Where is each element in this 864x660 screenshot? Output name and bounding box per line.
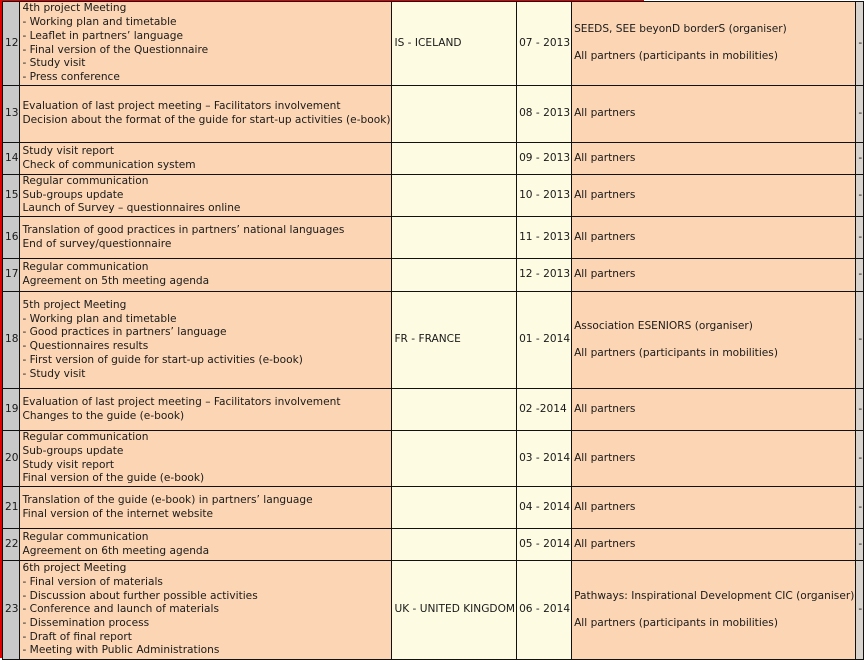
activity-line: - Dissemination process <box>22 616 150 629</box>
partners-line: All partners <box>574 451 636 464</box>
date-cell[interactable]: 03 - 2014 <box>517 431 572 487</box>
partners-cell[interactable] <box>572 389 856 431</box>
activity-line: Final version of the guide (e-book) <box>22 472 205 485</box>
table-row <box>3 175 864 217</box>
row-number-cell[interactable]: 23 <box>3 561 20 660</box>
country-cell[interactable] <box>392 431 517 487</box>
partners-cell[interactable] <box>572 175 856 217</box>
extra-cell[interactable]: - <box>856 175 864 217</box>
activity-line: - Press conference <box>22 70 120 83</box>
partners-spacer <box>574 37 854 51</box>
date-cell[interactable]: 06 - 2014 <box>517 561 572 660</box>
extra-cell[interactable]: - <box>856 217 864 259</box>
partners-line: All partners <box>574 188 636 201</box>
activity-line: - First version of guide for start-up activities (e-book) <box>22 353 303 366</box>
partners-line: All partners (participants in mobilities) <box>574 346 778 359</box>
partners-cell[interactable] <box>572 487 856 529</box>
activity-cell[interactable] <box>20 389 392 431</box>
partners-cell[interactable] <box>572 217 856 259</box>
date-cell[interactable]: 08 - 2013 <box>517 86 572 143</box>
activity-line: - Final version of the Questionnaire <box>22 43 209 56</box>
table-row <box>3 143 864 175</box>
activity-line: - Final version of materials <box>22 575 163 588</box>
activity-line: Regular communication <box>22 175 149 187</box>
country-cell[interactable]: FR - FRANCE <box>392 292 517 389</box>
date-cell[interactable]: 05 - 2014 <box>517 529 572 561</box>
extra-cell[interactable]: - <box>856 431 864 487</box>
row-number-cell[interactable]: 21 <box>3 487 20 529</box>
activity-cell[interactable] <box>20 487 392 529</box>
activity-line: 6th project Meeting <box>22 562 127 575</box>
partners-line: All partners <box>574 107 636 120</box>
activity-cell[interactable] <box>20 259 392 292</box>
activity-cell[interactable] <box>20 529 392 561</box>
partners-line: Pathways: Inspirational Development CIC (organiser) <box>574 589 855 602</box>
activity-line: Decision about the format of the guide for start-up activities (e-book) <box>22 114 391 126</box>
partners-spacer <box>574 603 854 617</box>
row-number-cell[interactable]: 14 <box>3 143 20 175</box>
partners-line: All partners (participants in mobilities) <box>574 50 778 63</box>
row-number-cell[interactable]: 12 <box>3 2 20 86</box>
activity-line: Final version of the internet website <box>22 507 214 520</box>
activity-line: - Working plan and timetable <box>22 16 177 29</box>
country-cell[interactable] <box>392 143 517 175</box>
partners-line: All partners <box>574 402 636 415</box>
country-cell[interactable] <box>392 86 517 143</box>
row-number-cell[interactable]: 20 <box>3 431 20 487</box>
date-cell[interactable]: 07 - 2013 <box>517 2 572 86</box>
activity-line: Translation of the guide (e-book) in partners’ language <box>22 493 313 506</box>
country-cell[interactable] <box>392 529 517 561</box>
activity-line: Sub-groups update <box>22 188 124 201</box>
partners-line: All partners (participants in mobilities) <box>574 616 778 629</box>
partners-line: All partners <box>574 537 636 550</box>
partners-line: SEEDS, SEE beyonD borderS (organiser) <box>574 22 787 35</box>
extra-cell[interactable]: - <box>856 143 864 175</box>
activity-line: End of survey/questionnaire <box>22 237 172 250</box>
activity-line: Sub-groups update <box>22 444 124 457</box>
extra-cell[interactable]: - <box>856 292 864 389</box>
table-row <box>3 431 864 487</box>
row-number-cell[interactable]: 17 <box>3 259 20 292</box>
activity-line: - Study visit <box>22 367 86 380</box>
date-cell[interactable]: 12 - 2013 <box>517 259 572 292</box>
partners-cell[interactable] <box>572 529 856 561</box>
table-row <box>3 2 864 86</box>
row-number-cell[interactable]: 15 <box>3 175 20 217</box>
partners-line: All partners <box>574 230 636 243</box>
country-cell[interactable] <box>392 487 517 529</box>
activity-line: Evaluation of last project meeting – Facilitators involvement <box>22 395 341 408</box>
table-row <box>3 86 864 143</box>
table-row <box>3 487 864 529</box>
activity-line: - Leaflet in partners’ language <box>22 29 184 42</box>
partners-line: Association ESENIORS (organiser) <box>574 319 753 332</box>
activity-cell[interactable] <box>20 561 392 660</box>
date-cell[interactable]: 11 - 2013 <box>517 217 572 259</box>
activity-line: Launch of Survey – questionnaires online <box>22 202 241 215</box>
row-number-cell[interactable]: 13 <box>3 86 20 143</box>
extra-cell[interactable]: - <box>856 2 864 86</box>
date-cell[interactable]: 10 - 2013 <box>517 175 572 217</box>
activity-line: Regular communication <box>22 261 149 274</box>
partners-cell[interactable] <box>572 431 856 487</box>
activity-line: Regular communication <box>22 431 149 444</box>
activity-line: - Good practices in partners’ language <box>22 326 227 339</box>
activity-line: 5th project Meeting <box>22 299 127 311</box>
country-cell[interactable]: IS - ICELAND <box>392 2 517 86</box>
activity-line: - Working plan and timetable <box>22 312 177 325</box>
table-row <box>3 529 864 561</box>
row-number-cell[interactable]: 18 <box>3 292 20 389</box>
activity-line: Check of communication system <box>22 158 196 171</box>
country-cell[interactable] <box>392 259 517 292</box>
date-cell[interactable]: 01 - 2014 <box>517 292 572 389</box>
date-cell[interactable]: 04 - 2014 <box>517 487 572 529</box>
partners-cell[interactable] <box>572 292 856 389</box>
activity-line: Study visit report <box>22 458 114 471</box>
activity-cell[interactable] <box>20 175 392 217</box>
activity-cell[interactable] <box>20 143 392 175</box>
extra-cell[interactable]: - <box>856 259 864 292</box>
activity-line: 4th project Meeting <box>22 2 127 15</box>
row-number-cell[interactable]: 16 <box>3 217 20 259</box>
schedule-table <box>2 1 864 660</box>
activity-line: Translation of good practices in partners’ national languages <box>22 223 345 236</box>
activity-line: Study visit report <box>22 144 114 157</box>
activity-line: - Discussion about further possible activities <box>22 589 258 602</box>
activity-line: Agreement on 6th meeting agenda <box>22 544 210 557</box>
country-cell[interactable] <box>392 217 517 259</box>
table-row <box>3 292 864 389</box>
table-row <box>3 389 864 431</box>
extra-cell[interactable]: - <box>856 487 864 529</box>
date-cell[interactable]: 02 -2014 <box>517 389 572 431</box>
partners-line: All partners <box>574 151 636 164</box>
partners-cell[interactable] <box>572 259 856 292</box>
activity-line: Agreement on 5th meeting agenda <box>22 275 210 288</box>
partners-spacer <box>574 333 854 347</box>
table-row <box>3 259 864 292</box>
partners-cell[interactable] <box>572 143 856 175</box>
partners-line: All partners <box>574 500 636 513</box>
extra-cell[interactable]: - <box>856 561 864 660</box>
country-cell[interactable] <box>392 389 517 431</box>
activity-line: - Questionnaires results <box>22 340 149 353</box>
partners-cell[interactable] <box>572 86 856 143</box>
date-cell[interactable]: 09 - 2013 <box>517 143 572 175</box>
partners-line: All partners <box>574 268 636 281</box>
table-row <box>3 217 864 259</box>
row-number-cell[interactable]: 19 <box>3 389 20 431</box>
extra-cell[interactable]: - <box>856 389 864 431</box>
activity-line: Regular communication <box>22 530 149 543</box>
activity-cell[interactable] <box>20 86 392 143</box>
row-number-cell[interactable]: 22 <box>3 529 20 561</box>
activity-line: - Study visit <box>22 57 86 70</box>
activity-line: - Meeting with Public Administrations <box>22 644 220 657</box>
partners-cell[interactable] <box>572 2 856 86</box>
activity-cell[interactable] <box>20 292 392 389</box>
extra-cell[interactable]: - <box>856 86 864 143</box>
activity-cell[interactable] <box>20 2 392 86</box>
activity-cell[interactable] <box>20 217 392 259</box>
table-row <box>3 561 864 660</box>
partners-cell[interactable] <box>572 561 856 660</box>
activity-line: Evaluation of last project meeting – Facilitators involvement <box>22 100 341 113</box>
activity-line: - Draft of final report <box>22 630 132 643</box>
activity-line: Changes to the guide (e-book) <box>22 409 185 422</box>
activity-cell[interactable] <box>20 431 392 487</box>
country-cell[interactable]: UK - UNITED KINGDOM <box>392 561 517 660</box>
activity-line: - Conference and launch of materials <box>22 603 219 616</box>
extra-cell[interactable]: - <box>856 529 864 561</box>
country-cell[interactable] <box>392 175 517 217</box>
